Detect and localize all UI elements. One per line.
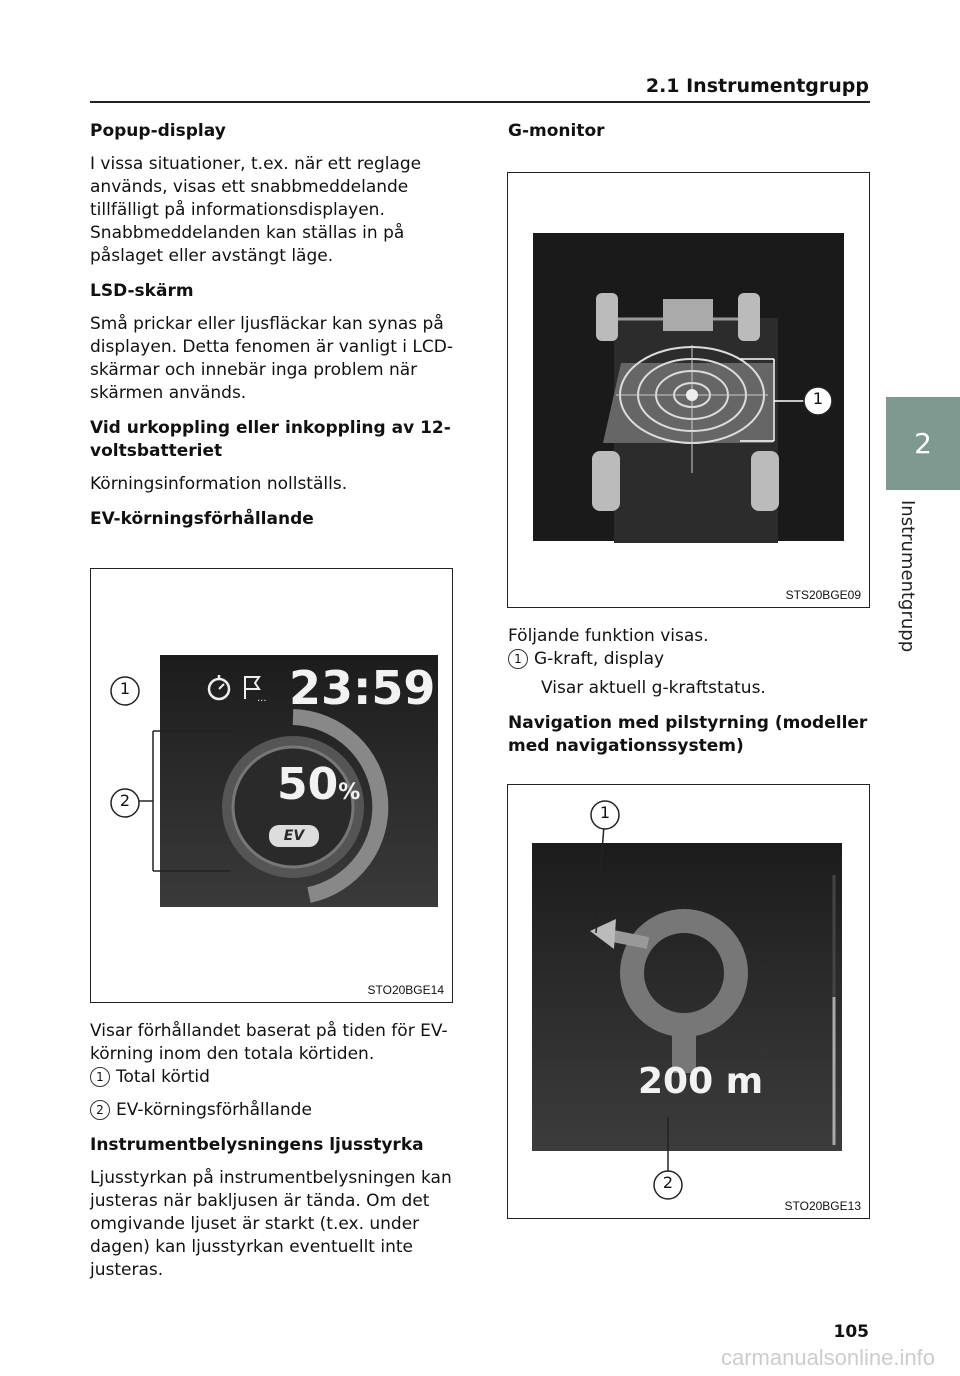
g-item-1 bbox=[508, 648, 873, 671]
gmonitor-heading: G-monitor bbox=[508, 121, 605, 141]
item-number: 2 bbox=[90, 1100, 110, 1120]
item-number: 1 bbox=[508, 649, 528, 669]
popup-text: I vissa situationer, t.ex. när ett reglage används, visas ett snabbmeddelande tillfälligt på informationsdisplayen. Snabbmeddelanden kan ställas in på påslaget eller avstängt läge. bbox=[90, 154, 422, 266]
nav-heading: Navigation med pilstyrning (modeller med navigationssystem) bbox=[508, 713, 868, 756]
ev-item-2 bbox=[90, 1099, 455, 1122]
ev-percent-value: 50 bbox=[277, 759, 339, 810]
ev-item-1 bbox=[90, 1066, 455, 1089]
battery-text: Körningsinformation nollställs. bbox=[90, 474, 348, 494]
callout-1: 1 bbox=[119, 679, 131, 698]
figure-code: STO20BGE13 bbox=[784, 1199, 861, 1213]
right-column-top bbox=[508, 120, 873, 143]
page-number: 105 bbox=[833, 1322, 869, 1342]
figure-code: STO20BGE14 bbox=[367, 983, 444, 997]
ev-badge: EV bbox=[283, 828, 305, 844]
chapter-label: Instrumentgrupp bbox=[897, 500, 918, 653]
ev-text: Visar förhållandet baserat på tiden för EV-körning inom den totala körtiden. bbox=[90, 1021, 448, 1064]
nav-figure bbox=[507, 784, 870, 1219]
figure-code: STS20BGE09 bbox=[785, 588, 861, 602]
chapter-number: 2 bbox=[914, 427, 932, 460]
header-rule bbox=[90, 101, 870, 103]
ev-item-1-text: Total körtid bbox=[116, 1067, 210, 1087]
lsd-text: Små prickar eller ljusfläckar kan synas på displayen. Detta fenomen är vanligt i LCD-skärmar och innebär inga problem när skärmen används. bbox=[90, 314, 453, 403]
brightness-heading: Instrumentbelysningens ljusstyrka bbox=[90, 1135, 424, 1155]
section-title: 2.1 Instrumentgrupp bbox=[645, 75, 869, 97]
chapter-tab bbox=[886, 397, 960, 490]
watermark: carmanualsonline.info bbox=[720, 1345, 935, 1370]
callout-1: 1 bbox=[599, 803, 611, 822]
battery-heading: Vid urkoppling eller inkoppling av 12-voltsbatteriet bbox=[90, 418, 451, 461]
gmonitor-figure bbox=[507, 172, 870, 608]
nav-distance: 200 m bbox=[638, 1061, 764, 1102]
svg-text:...: ... bbox=[257, 693, 267, 704]
right-column-middle bbox=[508, 625, 873, 758]
left-column-bottom bbox=[90, 1020, 455, 1282]
ev-display-illustration bbox=[91, 569, 452, 1002]
callout-2: 2 bbox=[662, 1173, 674, 1192]
callout-1: 1 bbox=[812, 389, 824, 408]
ev-figure bbox=[90, 568, 453, 1003]
left-column-top bbox=[90, 120, 455, 531]
lsd-heading: LSD-skärm bbox=[90, 281, 194, 301]
g-intro: Följande funktion visas. bbox=[508, 626, 709, 646]
item-number: 1 bbox=[90, 1067, 110, 1087]
ev-percent bbox=[277, 759, 360, 810]
callout-2: 2 bbox=[119, 791, 131, 810]
ev-item-2-text: EV-körningsförhållande bbox=[116, 1100, 312, 1120]
ev-heading: EV-körningsförhållande bbox=[90, 509, 314, 529]
ev-percent-sign: % bbox=[338, 780, 361, 805]
g-item-1-desc: Visar aktuell g-kraftstatus. bbox=[541, 678, 766, 698]
popup-heading: Popup-display bbox=[90, 121, 226, 141]
ev-time: 23:59 bbox=[289, 661, 436, 715]
g-item-1-text: G-kraft, display bbox=[534, 649, 665, 669]
brightness-text: Ljusstyrkan på instrumentbelysningen kan justeras när bakljusen är tända. Om det omgivande ljuset är starkt (t.ex. under dagen) kan ljusstyrkan eventuellt inte justeras. bbox=[90, 1168, 452, 1280]
nav-arrow-illustration bbox=[508, 785, 869, 1218]
